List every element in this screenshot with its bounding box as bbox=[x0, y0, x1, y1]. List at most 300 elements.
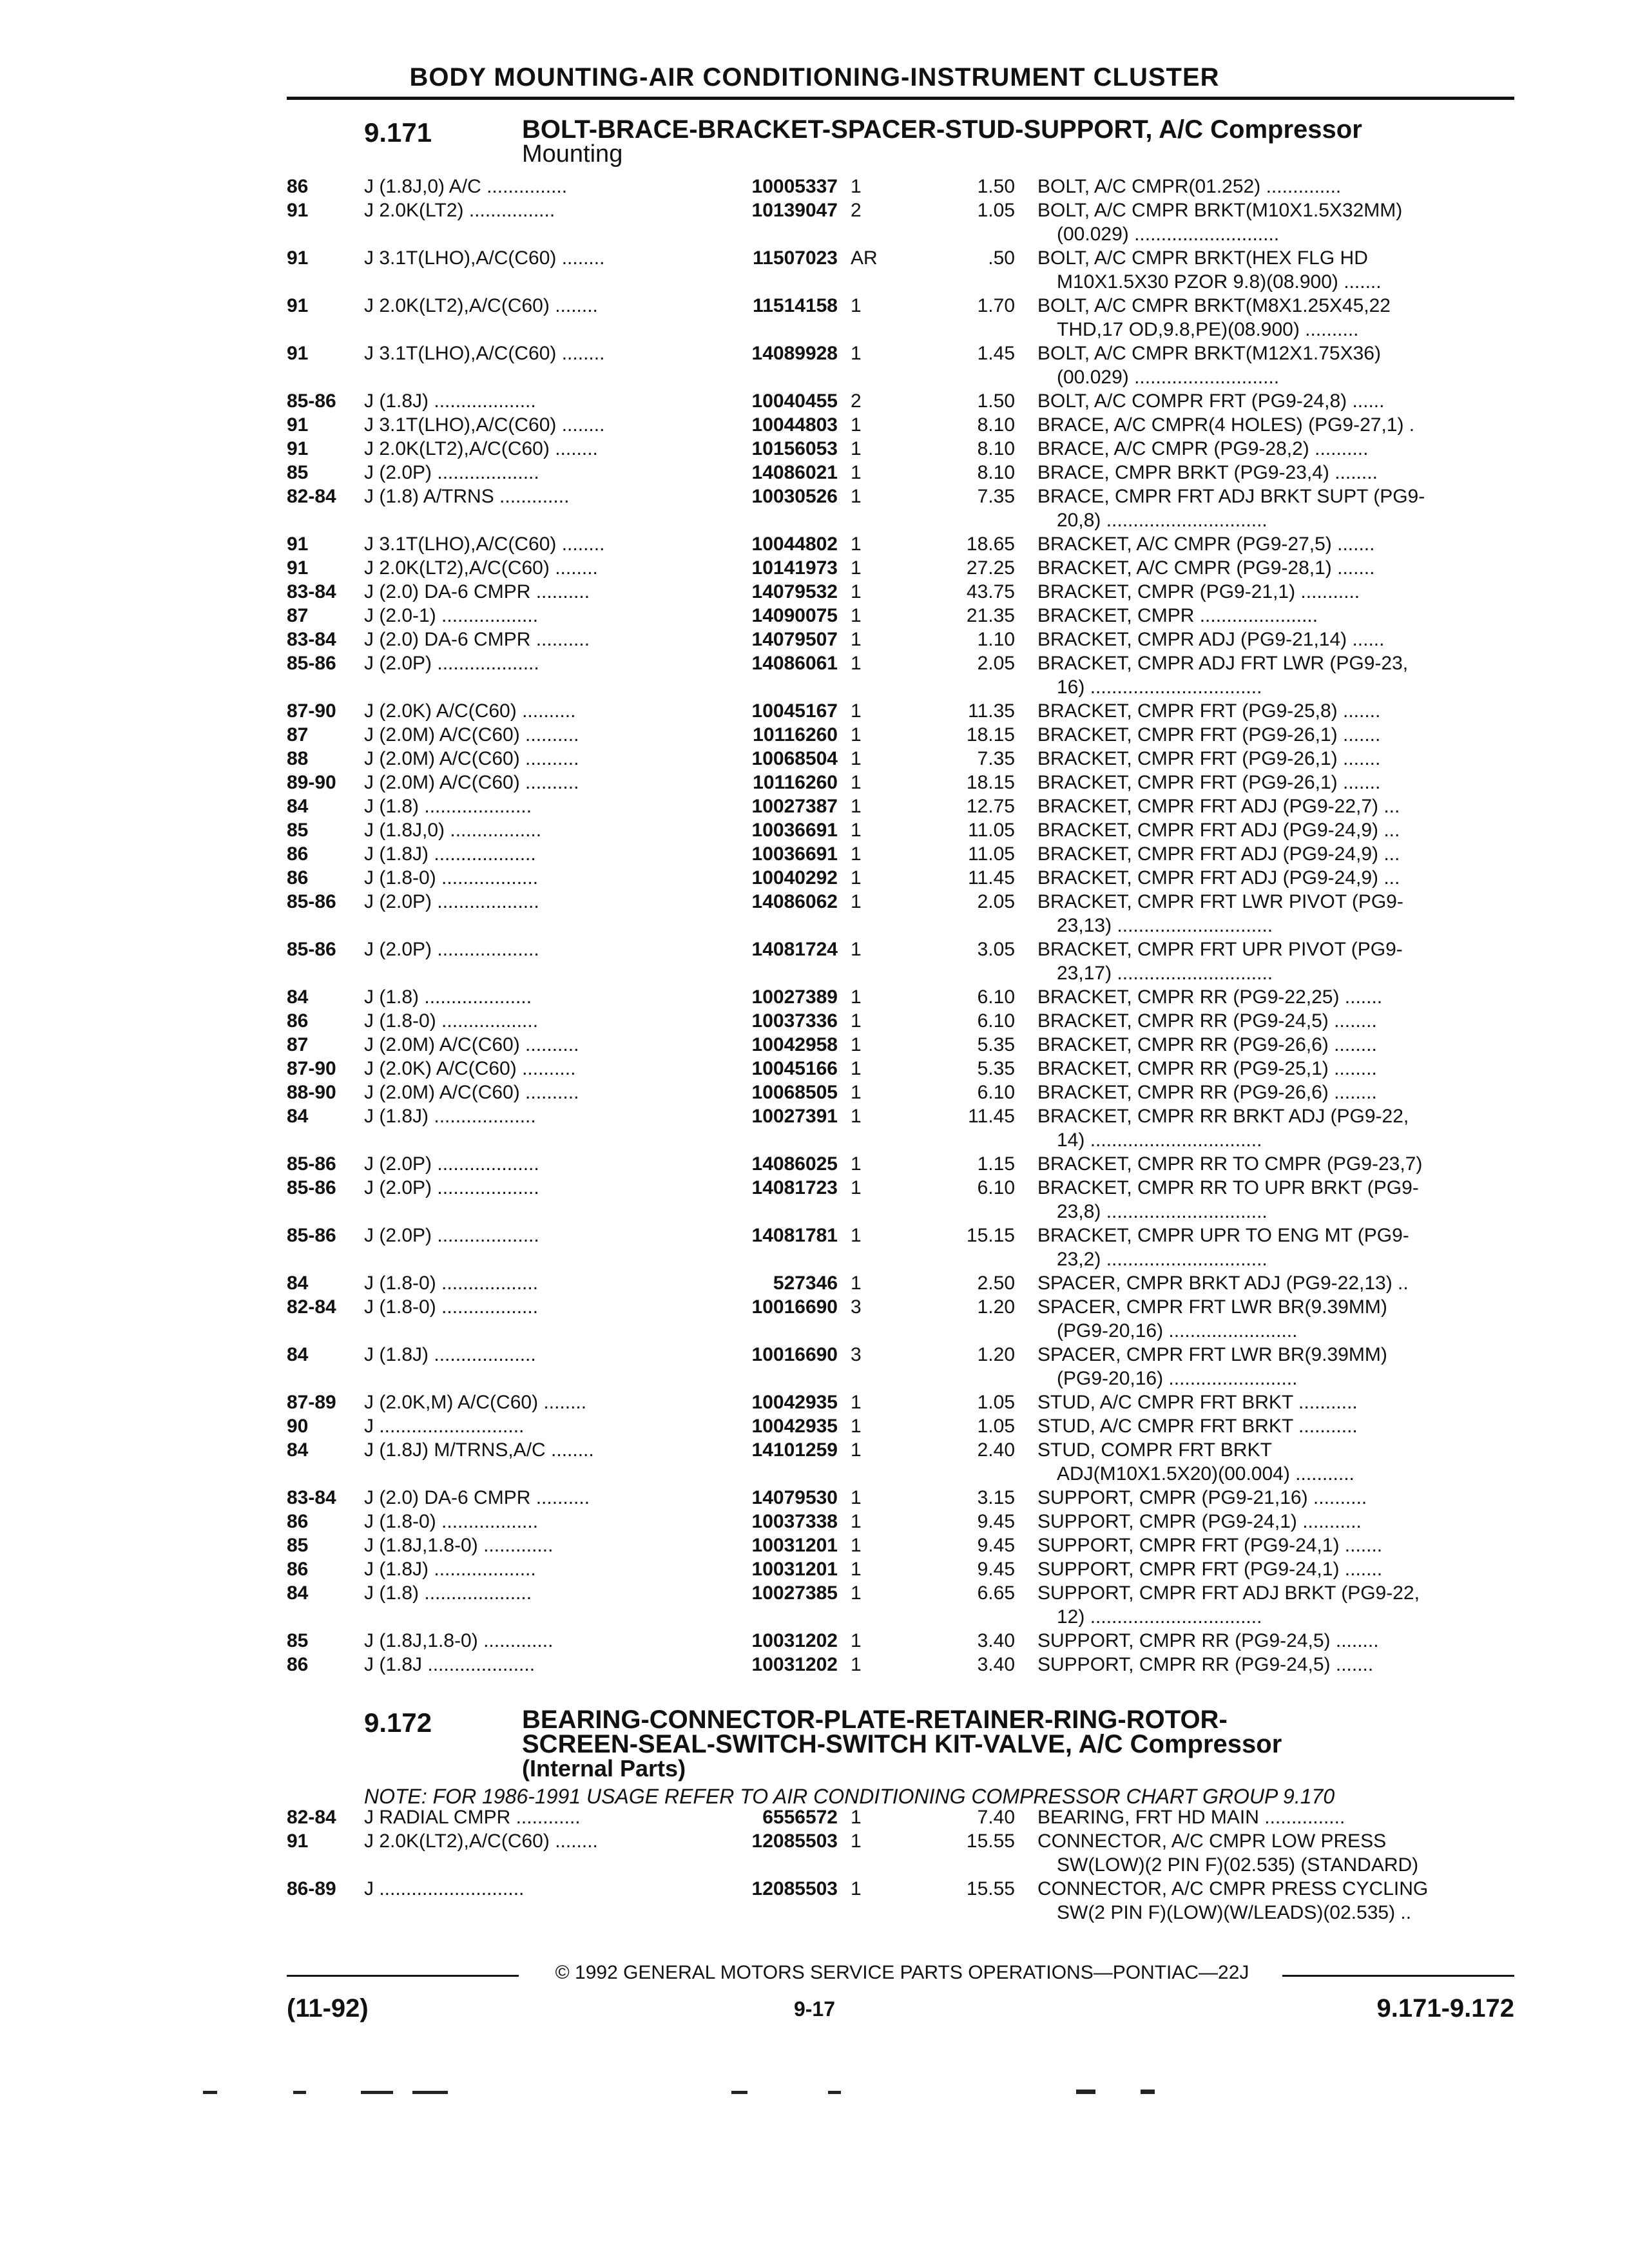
application-cell: J ........................... bbox=[364, 1878, 525, 1899]
price-cell: 8.10 bbox=[977, 438, 1015, 459]
price-cell: 2.05 bbox=[977, 891, 1015, 912]
quantity-cell: 1 bbox=[851, 1106, 862, 1127]
part-number-cell: 14081781 bbox=[751, 1225, 838, 1246]
scan-mark bbox=[412, 2091, 448, 2094]
description-cell: BOLT, A/C CMPR BRKT(HEX FLG HD bbox=[1037, 247, 1368, 269]
footer-page-number: 9-17 bbox=[793, 1997, 836, 2021]
part-number-cell: 10139047 bbox=[751, 200, 838, 221]
quantity-cell: 1 bbox=[851, 653, 862, 674]
price-cell: 9.45 bbox=[977, 1559, 1015, 1580]
description-cell: BRACKET, CMPR FRT ADJ (PG9-24,9) ... bbox=[1037, 867, 1400, 889]
part-number-cell: 14086062 bbox=[751, 891, 838, 912]
part-number-cell: 10016690 bbox=[751, 1344, 838, 1365]
description-cell: BRACKET, CMPR RR TO UPR BRKT (PG9- bbox=[1037, 1177, 1419, 1198]
price-cell: 1.15 bbox=[977, 1153, 1015, 1175]
application-cell: J (1.8) A/TRNS ............. bbox=[364, 486, 570, 507]
application-cell: J (2.0P) ................... bbox=[364, 939, 539, 960]
description-cell: SUPPORT, CMPR FRT (PG9-24,1) ....... bbox=[1037, 1535, 1383, 1556]
quantity-cell: 3 bbox=[851, 1344, 862, 1365]
description-cell: BRACKET, CMPR RR (PG9-25,1) ........ bbox=[1037, 1058, 1377, 1079]
model-year-cell: 85 bbox=[287, 1535, 309, 1556]
description-continuation-cell: M10X1.5X30 PZOR 9.8)(08.900) ....... bbox=[1057, 271, 1382, 293]
part-number-cell: 12085503 bbox=[751, 1831, 838, 1852]
price-cell: 5.35 bbox=[977, 1034, 1015, 1055]
model-year-cell: 85 bbox=[287, 820, 309, 841]
part-number-cell: 10116260 bbox=[753, 772, 838, 793]
price-cell: 15.55 bbox=[966, 1831, 1015, 1852]
part-number-cell: 10045167 bbox=[751, 700, 838, 722]
description-cell: BRACKET, CMPR FRT UPR PIVOT (PG9- bbox=[1037, 939, 1403, 960]
price-cell: 6.10 bbox=[977, 1082, 1015, 1103]
price-cell: 6.65 bbox=[977, 1582, 1015, 1604]
description-continuation-cell: (00.029) ........................... bbox=[1057, 224, 1280, 245]
description-cell: BRACKET, CMPR RR BRKT ADJ (PG9-22, bbox=[1037, 1106, 1409, 1127]
application-cell: J (1.8J) M/TRNS,A/C ........ bbox=[364, 1439, 594, 1461]
part-number-cell: 10068505 bbox=[751, 1082, 838, 1103]
quantity-cell: 1 bbox=[851, 843, 862, 865]
application-cell: J (1.8J,1.8-0) ............. bbox=[364, 1535, 554, 1556]
description-continuation-cell: 12) ................................ bbox=[1057, 1606, 1262, 1628]
quantity-cell: 1 bbox=[851, 486, 862, 507]
quantity-cell: 1 bbox=[851, 1034, 862, 1055]
price-cell: 3.40 bbox=[977, 1630, 1015, 1651]
price-cell: 9.45 bbox=[977, 1511, 1015, 1532]
description-cell: BRACKET, CMPR ADJ (PG9-21,14) ...... bbox=[1037, 629, 1385, 650]
application-cell: J (1.8J,0) ................. bbox=[364, 820, 542, 841]
part-number-cell: 11507023 bbox=[753, 247, 838, 269]
quantity-cell: 1 bbox=[851, 1082, 862, 1103]
description-cell: SPACER, CMPR FRT LWR BR(9.39MM) bbox=[1037, 1296, 1387, 1318]
price-cell: 18.15 bbox=[966, 772, 1015, 793]
description-cell: BOLT, A/C CMPR BRKT(M12X1.75X36) bbox=[1037, 343, 1381, 364]
description-cell: BRACKET, CMPR FRT LWR PIVOT (PG9- bbox=[1037, 891, 1403, 912]
part-number-cell: 10036691 bbox=[751, 843, 838, 865]
description-cell: BRACKET, CMPR RR (PG9-26,6) ........ bbox=[1037, 1034, 1377, 1055]
section-title bbox=[522, 1707, 1527, 1781]
quantity-cell: 1 bbox=[851, 1807, 862, 1828]
price-cell: 11.45 bbox=[968, 867, 1015, 889]
description-cell: BRACKET, CMPR FRT (PG9-25,8) ....... bbox=[1037, 700, 1381, 722]
model-year-cell: 85 bbox=[287, 462, 309, 483]
price-cell: 15.55 bbox=[966, 1878, 1015, 1899]
model-year-cell: 86 bbox=[287, 1511, 309, 1532]
part-number-cell: 12085503 bbox=[751, 1878, 838, 1899]
application-cell: J (1.8-0) .................. bbox=[364, 1296, 539, 1318]
application-cell: J (2.0K,M) A/C(C60) ........ bbox=[364, 1392, 587, 1413]
description-cell: BRACKET, CMPR ADJ FRT LWR (PG9-23, bbox=[1037, 653, 1409, 674]
footer-copyright: © 1992 GENERAL MOTORS SERVICE PARTS OPERATIONS—PONTIAC—22J bbox=[555, 1962, 1249, 1983]
quantity-cell: 1 bbox=[851, 1273, 862, 1294]
price-cell: 12.75 bbox=[966, 796, 1015, 817]
model-year-cell: 91 bbox=[287, 295, 309, 316]
description-cell: BRACKET, CMPR ...................... bbox=[1037, 605, 1318, 626]
application-cell: J 3.1T(LHO),A/C(C60) ........ bbox=[364, 533, 605, 555]
footer-rule-right bbox=[1282, 1975, 1514, 1977]
quantity-cell: 1 bbox=[851, 605, 862, 626]
description-cell: BOLT, A/C CMPR BRKT(M10X1.5X32MM) bbox=[1037, 200, 1403, 221]
price-cell: 11.05 bbox=[968, 820, 1015, 841]
model-year-cell: 85-86 bbox=[287, 939, 336, 960]
quantity-cell: 1 bbox=[851, 1416, 862, 1437]
quantity-cell: 1 bbox=[851, 820, 862, 841]
quantity-cell: 2 bbox=[851, 390, 862, 412]
application-cell: J 2.0K(LT2),A/C(C60) ........ bbox=[364, 1831, 598, 1852]
price-cell: 1.50 bbox=[977, 390, 1015, 412]
application-cell: J (2.0) DA-6 CMPR .......... bbox=[364, 1487, 590, 1508]
description-continuation-cell: 20,8) .............................. bbox=[1057, 510, 1268, 531]
price-cell: 6.10 bbox=[977, 986, 1015, 1008]
price-cell: 1.20 bbox=[977, 1296, 1015, 1318]
quantity-cell: 1 bbox=[851, 414, 862, 436]
description-cell: BRACE, A/C CMPR(4 HOLES) (PG9-27,1) . bbox=[1037, 414, 1415, 436]
price-cell: 18.65 bbox=[966, 533, 1015, 555]
description-continuation-cell: (PG9-20,16) ........................ bbox=[1057, 1368, 1298, 1389]
description-cell: BRACE, CMPR BRKT (PG9-23,4) ........ bbox=[1037, 462, 1378, 483]
quantity-cell: 1 bbox=[851, 1878, 862, 1899]
description-cell: BRACKET, CMPR RR (PG9-22,25) ....... bbox=[1037, 986, 1383, 1008]
application-cell: J 3.1T(LHO),A/C(C60) ........ bbox=[364, 247, 605, 269]
model-year-cell: 88-90 bbox=[287, 1082, 336, 1103]
model-year-cell: 82-84 bbox=[287, 486, 336, 507]
usage-note: NOTE: FOR 1986-1991 USAGE REFER TO AIR CONDITIONING COMPRESSOR CHART GROUP 9.170 bbox=[364, 1785, 1335, 1808]
part-number-cell: 10042935 bbox=[751, 1416, 838, 1437]
quantity-cell: 3 bbox=[851, 1296, 862, 1318]
part-number-cell: 10027385 bbox=[751, 1582, 838, 1604]
quantity-cell: 1 bbox=[851, 1831, 862, 1852]
quantity-cell: 1 bbox=[851, 1392, 862, 1413]
price-cell: 1.45 bbox=[977, 343, 1015, 364]
model-year-cell: 84 bbox=[287, 1273, 309, 1294]
quantity-cell: 1 bbox=[851, 1153, 862, 1175]
model-year-cell: 91 bbox=[287, 200, 309, 221]
description-cell: BRACKET, CMPR (PG9-21,1) ........... bbox=[1037, 581, 1360, 602]
application-cell: J (2.0P) ................... bbox=[364, 1153, 539, 1175]
description-cell: BRACKET, CMPR FRT (PG9-26,1) ....... bbox=[1037, 724, 1381, 745]
description-cell: BRACKET, CMPR FRT ADJ (PG9-22,7) ... bbox=[1037, 796, 1400, 817]
price-cell: 2.40 bbox=[977, 1439, 1015, 1461]
price-cell: 5.35 bbox=[977, 1058, 1015, 1079]
model-year-cell: 87-89 bbox=[287, 1392, 336, 1413]
quantity-cell: 1 bbox=[851, 986, 862, 1008]
part-number-cell: 10031202 bbox=[751, 1654, 838, 1675]
price-cell: 11.45 bbox=[968, 1106, 1015, 1127]
quantity-cell: 1 bbox=[851, 867, 862, 889]
part-number-cell: 14090075 bbox=[751, 605, 838, 626]
quantity-cell: 1 bbox=[851, 295, 862, 316]
model-year-cell: 83-84 bbox=[287, 581, 336, 602]
quantity-cell: 1 bbox=[851, 438, 862, 459]
application-cell: J (1.8-0) .................. bbox=[364, 867, 539, 889]
quantity-cell: 1 bbox=[851, 1487, 862, 1508]
price-cell: 11.35 bbox=[968, 700, 1015, 722]
section-number: 9.172 bbox=[364, 1707, 432, 1738]
price-cell: 7.40 bbox=[977, 1807, 1015, 1828]
application-cell: J (2.0M) A/C(C60) .......... bbox=[364, 772, 579, 793]
price-cell: .50 bbox=[988, 247, 1015, 269]
description-continuation-cell: 23,2) .............................. bbox=[1057, 1249, 1268, 1270]
part-number-cell: 14086061 bbox=[751, 653, 838, 674]
application-cell: J (1.8) .................... bbox=[364, 796, 532, 817]
quantity-cell: 1 bbox=[851, 1559, 862, 1580]
section-number: 9.171 bbox=[364, 117, 432, 148]
description-continuation-cell: 23,17) ............................. bbox=[1057, 963, 1273, 984]
application-cell: J (1.8J .................... bbox=[364, 1654, 535, 1675]
section-title-line: SCREEN-SEAL-SWITCH-SWITCH KIT-VALVE, A/C Compressor bbox=[522, 1730, 1282, 1758]
quantity-cell: 1 bbox=[851, 1654, 862, 1675]
price-cell: 6.10 bbox=[977, 1177, 1015, 1198]
application-cell: J (1.8-0) .................. bbox=[364, 1511, 539, 1532]
price-cell: 7.35 bbox=[977, 486, 1015, 507]
part-number-cell: 10030526 bbox=[751, 486, 838, 507]
model-year-cell: 85-86 bbox=[287, 1177, 336, 1198]
application-cell: J RADIAL CMPR ............ bbox=[364, 1807, 581, 1828]
section-title-line: BEARING-CONNECTOR-PLATE-RETAINER-RING-ROTOR- bbox=[522, 1706, 1228, 1734]
price-cell: 1.50 bbox=[977, 176, 1015, 197]
model-year-cell: 87 bbox=[287, 724, 309, 745]
application-cell: J (2.0P) ................... bbox=[364, 891, 539, 912]
quantity-cell: 1 bbox=[851, 1511, 862, 1532]
application-cell: J (2.0M) A/C(C60) .......... bbox=[364, 724, 579, 745]
part-number-cell: 10042958 bbox=[751, 1034, 838, 1055]
part-number-cell: 10027391 bbox=[751, 1106, 838, 1127]
page-header-title: BODY MOUNTING-AIR CONDITIONING-INSTRUMENT CLUSTER bbox=[409, 63, 1220, 91]
part-number-cell: 10116260 bbox=[753, 724, 838, 745]
quantity-cell: 1 bbox=[851, 1439, 862, 1461]
description-cell: SPACER, CMPR FRT LWR BR(9.39MM) bbox=[1037, 1344, 1387, 1365]
quantity-cell: 1 bbox=[851, 700, 862, 722]
description-cell: SUPPORT, CMPR (PG9-24,1) ........... bbox=[1037, 1511, 1362, 1532]
application-cell: J 3.1T(LHO),A/C(C60) ........ bbox=[364, 343, 605, 364]
part-number-cell: 10040455 bbox=[751, 390, 838, 412]
quantity-cell: 1 bbox=[851, 557, 862, 579]
part-number-cell: 14086025 bbox=[751, 1153, 838, 1175]
section-title-line: Mounting bbox=[522, 140, 623, 168]
price-cell: 7.35 bbox=[977, 748, 1015, 769]
part-number-cell: 10156053 bbox=[751, 438, 838, 459]
description-cell: BRACE, A/C CMPR (PG9-28,2) .......... bbox=[1037, 438, 1369, 459]
model-year-cell: 87-90 bbox=[287, 1058, 336, 1079]
description-cell: STUD, COMPR FRT BRKT bbox=[1037, 1439, 1272, 1461]
application-cell: J (1.8J) ................... bbox=[364, 843, 536, 865]
quantity-cell: 2 bbox=[851, 200, 862, 221]
model-year-cell: 91 bbox=[287, 414, 309, 436]
quantity-cell: 1 bbox=[851, 462, 862, 483]
application-cell: J (2.0-1) .................. bbox=[364, 605, 539, 626]
scan-mark bbox=[361, 2091, 393, 2094]
application-cell: J (2.0) DA-6 CMPR .......... bbox=[364, 629, 590, 650]
part-number-cell: 10037336 bbox=[751, 1010, 838, 1032]
application-cell: J (1.8) .................... bbox=[364, 986, 532, 1008]
description-cell: SUPPORT, CMPR RR (PG9-24,5) ....... bbox=[1037, 1654, 1374, 1675]
quantity-cell: 1 bbox=[851, 724, 862, 745]
model-year-cell: 86 bbox=[287, 1559, 309, 1580]
part-number-cell: 10042935 bbox=[751, 1392, 838, 1413]
application-cell: J (1.8) .................... bbox=[364, 1582, 532, 1604]
price-cell: 1.05 bbox=[977, 1416, 1015, 1437]
application-cell: J (2.0M) A/C(C60) .......... bbox=[364, 1082, 579, 1103]
quantity-cell: 1 bbox=[851, 1010, 862, 1032]
quantity-cell: 1 bbox=[851, 533, 862, 555]
model-year-cell: 83-84 bbox=[287, 629, 336, 650]
description-cell: BRACKET, CMPR UPR TO ENG MT (PG9- bbox=[1037, 1225, 1409, 1246]
section-title-line: BOLT-BRACE-BRACKET-SPACER-STUD-SUPPORT, A/C Compressor bbox=[522, 115, 1362, 144]
description-cell: BRACKET, CMPR RR TO CMPR (PG9-23,7) bbox=[1037, 1153, 1423, 1175]
model-year-cell: 91 bbox=[287, 1831, 309, 1852]
scan-mark bbox=[1141, 2090, 1155, 2094]
part-number-cell: 14079532 bbox=[751, 581, 838, 602]
model-year-cell: 84 bbox=[287, 1582, 309, 1604]
application-cell: J (1.8J,0) A/C ............... bbox=[364, 176, 568, 197]
price-cell: 15.15 bbox=[966, 1225, 1015, 1246]
application-cell: J (1.8-0) .................. bbox=[364, 1010, 539, 1032]
description-cell: BRACKET, CMPR FRT ADJ (PG9-24,9) ... bbox=[1037, 820, 1400, 841]
description-continuation-cell: (PG9-20,16) ........................ bbox=[1057, 1320, 1298, 1341]
footer-section-range: 9.171-9.172 bbox=[1376, 1994, 1514, 2023]
model-year-cell: 84 bbox=[287, 986, 309, 1008]
description-cell: SUPPORT, CMPR FRT (PG9-24,1) ....... bbox=[1037, 1559, 1383, 1580]
price-cell: 18.15 bbox=[966, 724, 1015, 745]
quantity-cell: 1 bbox=[851, 581, 862, 602]
application-cell: J (1.8J) ................... bbox=[364, 1559, 536, 1580]
model-year-cell: 87-90 bbox=[287, 700, 336, 722]
scan-mark bbox=[1076, 2090, 1095, 2094]
part-number-cell: 14081723 bbox=[751, 1177, 838, 1198]
quantity-cell: 1 bbox=[851, 629, 862, 650]
application-cell: J 2.0K(LT2),A/C(C60) ........ bbox=[364, 295, 598, 316]
description-cell: BOLT, A/C CMPR BRKT(M8X1.25X45,22 bbox=[1037, 295, 1391, 316]
part-number-cell: 14081724 bbox=[751, 939, 838, 960]
part-number-cell: 10031201 bbox=[751, 1559, 838, 1580]
price-cell: 1.20 bbox=[977, 1344, 1015, 1365]
price-cell: 1.10 bbox=[977, 629, 1015, 650]
description-cell: BRACKET, A/C CMPR (PG9-27,5) ....... bbox=[1037, 533, 1375, 555]
model-year-cell: 85-86 bbox=[287, 1153, 336, 1175]
part-number-cell: 10036691 bbox=[751, 820, 838, 841]
price-cell: 11.05 bbox=[968, 843, 1015, 865]
price-cell: 8.10 bbox=[977, 462, 1015, 483]
description-continuation-cell: SW(2 PIN F)(LOW)(W/LEADS)(02.535) .. bbox=[1057, 1902, 1412, 1923]
part-number-cell: 10031201 bbox=[751, 1535, 838, 1556]
quantity-cell: 1 bbox=[851, 796, 862, 817]
part-number-cell: 10016690 bbox=[751, 1296, 838, 1318]
section-title bbox=[522, 117, 1527, 166]
model-year-cell: 85-86 bbox=[287, 390, 336, 412]
application-cell: J 2.0K(LT2),A/C(C60) ........ bbox=[364, 438, 598, 459]
part-number-cell: 10044803 bbox=[751, 414, 838, 436]
model-year-cell: 86 bbox=[287, 176, 309, 197]
description-cell: SUPPORT, CMPR RR (PG9-24,5) ........ bbox=[1037, 1630, 1379, 1651]
model-year-cell: 85-86 bbox=[287, 891, 336, 912]
application-cell: J 3.1T(LHO),A/C(C60) ........ bbox=[364, 414, 605, 436]
footer-date: (11-92) bbox=[287, 1994, 369, 2023]
model-year-cell: 86 bbox=[287, 843, 309, 865]
part-number-cell: 10031202 bbox=[751, 1630, 838, 1651]
scan-mark bbox=[828, 2091, 841, 2094]
model-year-cell: 91 bbox=[287, 247, 309, 269]
quantity-cell: 1 bbox=[851, 939, 862, 960]
model-year-cell: 85 bbox=[287, 1630, 309, 1651]
model-year-cell: 91 bbox=[287, 438, 309, 459]
scan-mark bbox=[203, 2091, 217, 2094]
application-cell: J (2.0K) A/C(C60) .......... bbox=[364, 1058, 576, 1079]
model-year-cell: 90 bbox=[287, 1416, 309, 1437]
application-cell: J (1.8J) ................... bbox=[364, 390, 536, 412]
model-year-cell: 91 bbox=[287, 533, 309, 555]
price-cell: 3.40 bbox=[977, 1654, 1015, 1675]
description-cell: SUPPORT, CMPR FRT ADJ BRKT (PG9-22, bbox=[1037, 1582, 1420, 1604]
model-year-cell: 87 bbox=[287, 1034, 309, 1055]
model-year-cell: 82-84 bbox=[287, 1807, 336, 1828]
quantity-cell: 1 bbox=[851, 1177, 862, 1198]
model-year-cell: 84 bbox=[287, 1344, 309, 1365]
description-cell: BOLT, A/C COMPR FRT (PG9-24,8) ...... bbox=[1037, 390, 1385, 412]
price-cell: 1.05 bbox=[977, 200, 1015, 221]
price-cell: 3.15 bbox=[977, 1487, 1015, 1508]
model-year-cell: 82-84 bbox=[287, 1296, 336, 1318]
quantity-cell: 1 bbox=[851, 748, 862, 769]
application-cell: J (1.8-0) .................. bbox=[364, 1273, 539, 1294]
model-year-cell: 86 bbox=[287, 867, 309, 889]
description-cell: CONNECTOR, A/C CMPR PRESS CYCLING bbox=[1037, 1878, 1429, 1899]
part-number-cell: 14086021 bbox=[751, 462, 838, 483]
header-rule bbox=[287, 97, 1514, 100]
part-number-cell: 10037338 bbox=[751, 1511, 838, 1532]
part-number-cell: 527346 bbox=[773, 1273, 838, 1294]
description-cell: BEARING, FRT HD MAIN ............... bbox=[1037, 1807, 1345, 1828]
description-cell: STUD, A/C CMPR FRT BRKT ........... bbox=[1037, 1416, 1358, 1437]
application-cell: J (1.8J,1.8-0) ............. bbox=[364, 1630, 554, 1651]
price-cell: 1.05 bbox=[977, 1392, 1015, 1413]
price-cell: 3.05 bbox=[977, 939, 1015, 960]
description-cell: BRACKET, CMPR RR (PG9-24,5) ........ bbox=[1037, 1010, 1377, 1032]
description-cell: SUPPORT, CMPR (PG9-21,16) .......... bbox=[1037, 1487, 1367, 1508]
price-cell: 2.05 bbox=[977, 653, 1015, 674]
model-year-cell: 91 bbox=[287, 343, 309, 364]
description-cell: STUD, A/C CMPR FRT BRKT ........... bbox=[1037, 1392, 1358, 1413]
application-cell: J (2.0) DA-6 CMPR .......... bbox=[364, 581, 590, 602]
part-number-cell: 14079507 bbox=[751, 629, 838, 650]
application-cell: J (2.0M) A/C(C60) .......... bbox=[364, 748, 579, 769]
part-number-cell: 10045166 bbox=[751, 1058, 838, 1079]
price-cell: 1.70 bbox=[977, 295, 1015, 316]
description-cell: BRACKET, CMPR FRT ADJ (PG9-24,9) ... bbox=[1037, 843, 1400, 865]
quantity-cell: 1 bbox=[851, 1630, 862, 1651]
price-cell: 21.35 bbox=[966, 605, 1015, 626]
quantity-cell: 1 bbox=[851, 1058, 862, 1079]
model-year-cell: 84 bbox=[287, 1106, 309, 1127]
part-number-cell: 10068504 bbox=[751, 748, 838, 769]
description-cell: BRACKET, CMPR FRT (PG9-26,1) ....... bbox=[1037, 748, 1381, 769]
application-cell: J (2.0P) ................... bbox=[364, 1225, 539, 1246]
part-number-cell: 6556572 bbox=[762, 1807, 838, 1828]
model-year-cell: 86 bbox=[287, 1654, 309, 1675]
footer-rule-left bbox=[287, 1975, 519, 1977]
description-cell: BRACKET, A/C CMPR (PG9-28,1) ....... bbox=[1037, 557, 1375, 579]
description-continuation-cell: 14) ................................ bbox=[1057, 1129, 1262, 1151]
price-cell: 9.45 bbox=[977, 1535, 1015, 1556]
part-number-cell: 10027387 bbox=[751, 796, 838, 817]
price-cell: 2.50 bbox=[977, 1273, 1015, 1294]
description-continuation-cell: 23,13) ............................. bbox=[1057, 915, 1273, 936]
description-continuation-cell: THD,17 OD,9.8,PE)(08.900) .......... bbox=[1057, 319, 1359, 340]
description-continuation-cell: 16) ................................ bbox=[1057, 677, 1262, 698]
part-number-cell: 10044802 bbox=[751, 533, 838, 555]
price-cell: 6.10 bbox=[977, 1010, 1015, 1032]
quantity-cell: 1 bbox=[851, 891, 862, 912]
model-year-cell: 85-86 bbox=[287, 1225, 336, 1246]
application-cell: J ........................... bbox=[364, 1416, 525, 1437]
application-cell: J (1.8J) ................... bbox=[364, 1106, 536, 1127]
